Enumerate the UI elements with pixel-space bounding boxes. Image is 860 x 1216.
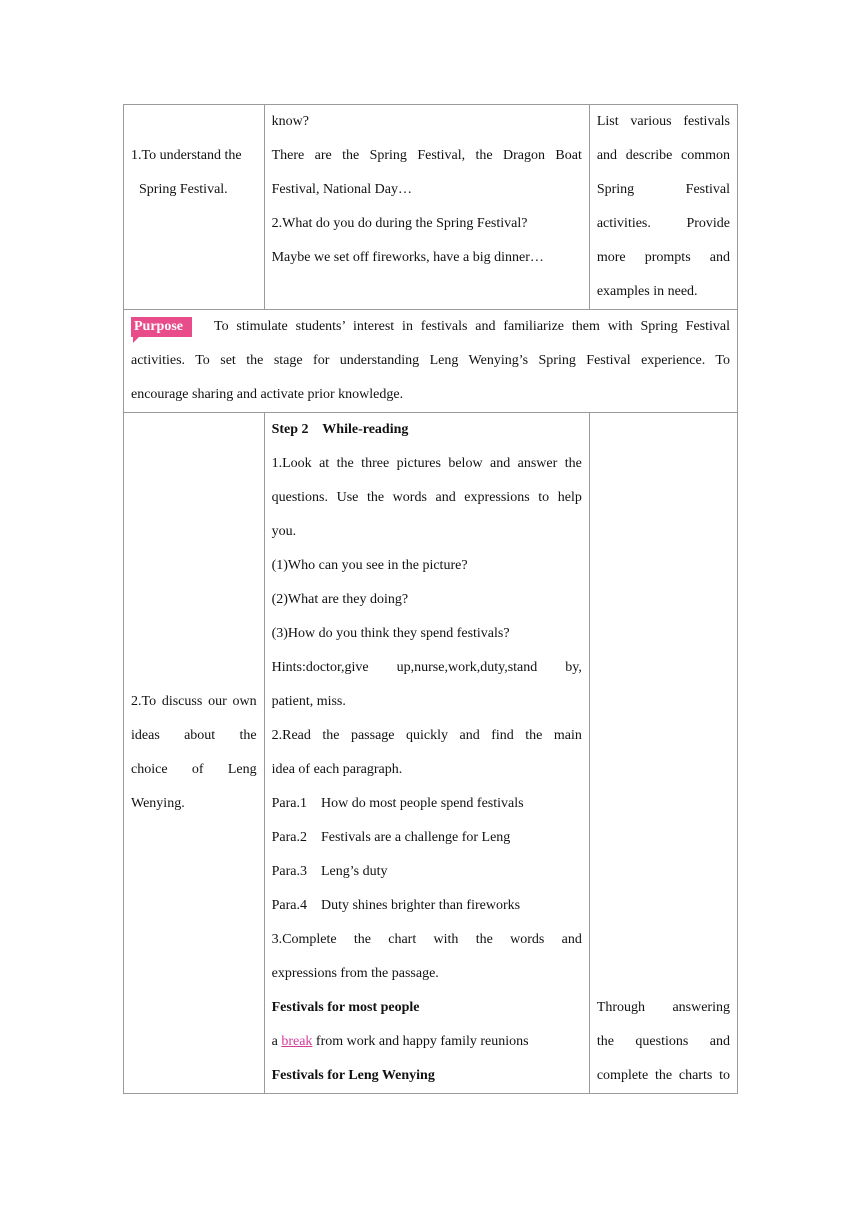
objective-line: Spring Festival. — [139, 182, 228, 197]
activity-line: (2)What are they doing? — [271, 592, 409, 607]
chart-heading-leng: Festivals for Leng Wenying — [271, 1068, 435, 1083]
break-link[interactable]: break — [281, 1034, 313, 1049]
objective-line: 1.To understand the — [131, 148, 242, 163]
table-row — [124, 413, 738, 1094]
activity-cell — [264, 413, 589, 1094]
lesson-plan-table — [123, 104, 738, 1094]
activity-line: Hints:doctor,give up,nurse,work,duty,stand by, — [271, 660, 582, 675]
table-row — [124, 105, 738, 310]
purpose-line: encourage sharing and activate prior knowledge. — [131, 387, 404, 402]
notes-line: more prompts and — [596, 250, 730, 265]
answer-prefix: a — [271, 1034, 282, 1049]
activity-line: idea of each paragraph. — [271, 762, 403, 777]
lesson-plan-page — [123, 104, 738, 1094]
notes-line: activities. Provide — [596, 216, 730, 231]
purpose-cell — [124, 310, 738, 413]
activity-line: know? — [271, 114, 309, 129]
activity-line: 1.Look at the three pictures below and answer the — [271, 456, 582, 471]
activity-line: you. — [271, 524, 297, 539]
notes-line: List various festivals — [596, 114, 730, 129]
answer-suffix: from work and happy family reunions — [312, 1034, 529, 1049]
paragraph-idea: Para.1 How do most people spend festivals — [271, 796, 524, 811]
table-row — [124, 310, 738, 413]
notes-line: Spring Festival — [596, 182, 730, 197]
notes-line: the questions and — [596, 1034, 730, 1049]
purpose-line — [131, 310, 730, 344]
activity-line: (1)Who can you see in the picture? — [271, 558, 468, 573]
objective-cell — [124, 105, 265, 310]
paragraph-idea: Para.2 Festivals are a challenge for Leng — [271, 830, 511, 845]
objective-cell — [124, 413, 265, 1094]
notes-line: examples in need. — [596, 284, 698, 299]
objective-line: ideas about the — [131, 728, 257, 743]
activity-line: expressions from the passage. — [271, 966, 439, 981]
activity-cell — [264, 105, 589, 310]
purpose-text: To stimulate students’ interest in festivals and familiarize them with Spring Festival — [214, 319, 730, 334]
notes-line: complete the charts to — [596, 1068, 730, 1083]
activity-line: Maybe we set off fireworks, have a big dinner… — [271, 250, 544, 265]
chart-heading-most-people: Festivals for most people — [271, 1000, 420, 1015]
notes-line: and describe common — [596, 148, 730, 163]
purpose-line: activities. To set the stage for understanding Leng Wenying’s Spring Festival experience. To — [131, 353, 730, 368]
objective-line: 2.To discuss our own — [131, 694, 257, 709]
step-title: Step 2 While-reading — [271, 422, 409, 437]
notes-cell — [589, 105, 737, 310]
objective-line: Wenying. — [131, 796, 185, 811]
activity-line: 2.What do you do during the Spring Festival? — [271, 216, 528, 231]
purpose-badge: Purpose — [131, 317, 192, 337]
notes-cell — [589, 413, 737, 1094]
activity-line: (3)How do you think they spend festivals? — [271, 626, 510, 641]
activity-line: 2.Read the passage quickly and find the main — [271, 728, 582, 743]
paragraph-idea: Para.4 Duty shines brighter than fireworks — [271, 898, 521, 913]
activity-line: questions. Use the words and expressions to help — [271, 490, 582, 505]
objective-line: choice of Leng — [131, 762, 257, 777]
activity-line: There are the Spring Festival, the Dragon Boat — [271, 148, 582, 163]
activity-line: 3.Complete the chart with the words and — [271, 932, 582, 947]
paragraph-idea: Para.3 Leng’s duty — [271, 864, 388, 879]
chart-answer-line — [272, 1025, 582, 1059]
activity-line: patient, miss. — [271, 694, 346, 709]
activity-line: Festival, National Day… — [271, 182, 412, 197]
notes-line: Through answering — [596, 1000, 730, 1015]
